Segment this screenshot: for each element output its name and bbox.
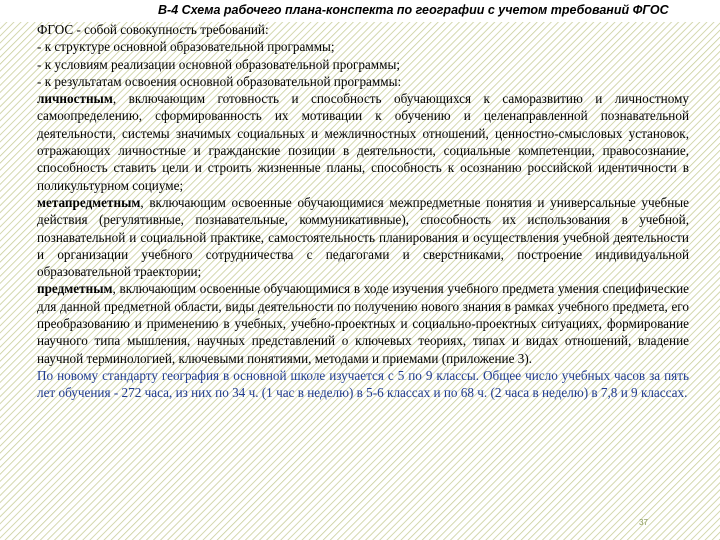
result-term: предметным	[37, 281, 113, 297]
result-description: , включающим освоенные обучающимися в ходе изучения учебного предмета умения специфические для данной предметной области, виды деятельности по получению нового знания в рамках учебного предмета, его преобразованию и применению в учебных, учебно-проектных и социально-проектных ситуациях, формирование научного типа мышления, научных представлений о ключевых теориях, типах и видах отношений, владение научной терминологией, ключевыми понятиями, методами и приемами (приложение 3).	[37, 281, 689, 366]
curriculum-note: По новому стандарту география в основной школе изучается с 5 по 9 классы. Общее число учебных часов за пять лет обучения - 272 часа, из них по 34 ч. (1 час в неделю) в 5-6 классах и по 68 ч. (2 часа в неделю) в 7,8 и 9 классах.	[37, 367, 689, 401]
page-number: 37	[639, 518, 648, 527]
requirement-item: - к условиям реализации основной образовательной программы;	[37, 56, 400, 72]
result-description: , включающим освоенные обучающимися межпредметные понятия и универсальные учебные действия (регулятивные, познавательные, коммуникативные), способность их использования в учебной, познавательной и социальной практике, самостоятельность планирования и осуществления учебной деятельности и организации учебного сотрудничества с педагогами и сверстниками, построение индивидуальной образовательной траектории;	[37, 194, 689, 280]
result-term: метапредметным	[37, 194, 141, 210]
requirement-item: - к результатам освоения основной образовательной программы:	[37, 73, 402, 89]
requirement-item: - к структуре основной образовательной программы;	[37, 39, 335, 55]
result-subject	[37, 280, 689, 366]
result-metasubject	[37, 194, 689, 280]
document-body	[37, 21, 689, 402]
result-description: , включающим готовность и способность обучающихся к саморазвитию и личностному самоопределению, сформированность их мотивации к обучению и целенаправленной познавательной деятельности, системы значимых социальных и межличностных отношений, ценностно-смысловых установок, отражающих личностные и гражданские позиции в деятельности, социальные компетенции, правосознание, способность ставить цели и строить жизненные планы, способность к осознанию российской идентичности в поликультурном социуме;	[37, 91, 689, 193]
result-term: личностным	[37, 91, 113, 107]
result-personal	[37, 90, 689, 194]
slide-title: В-4 Схема рабочего плана-конспекта по географии с учетом требований ФГОС	[158, 3, 669, 17]
intro-line: ФГОС - собой совокупность требований:	[37, 22, 269, 37]
